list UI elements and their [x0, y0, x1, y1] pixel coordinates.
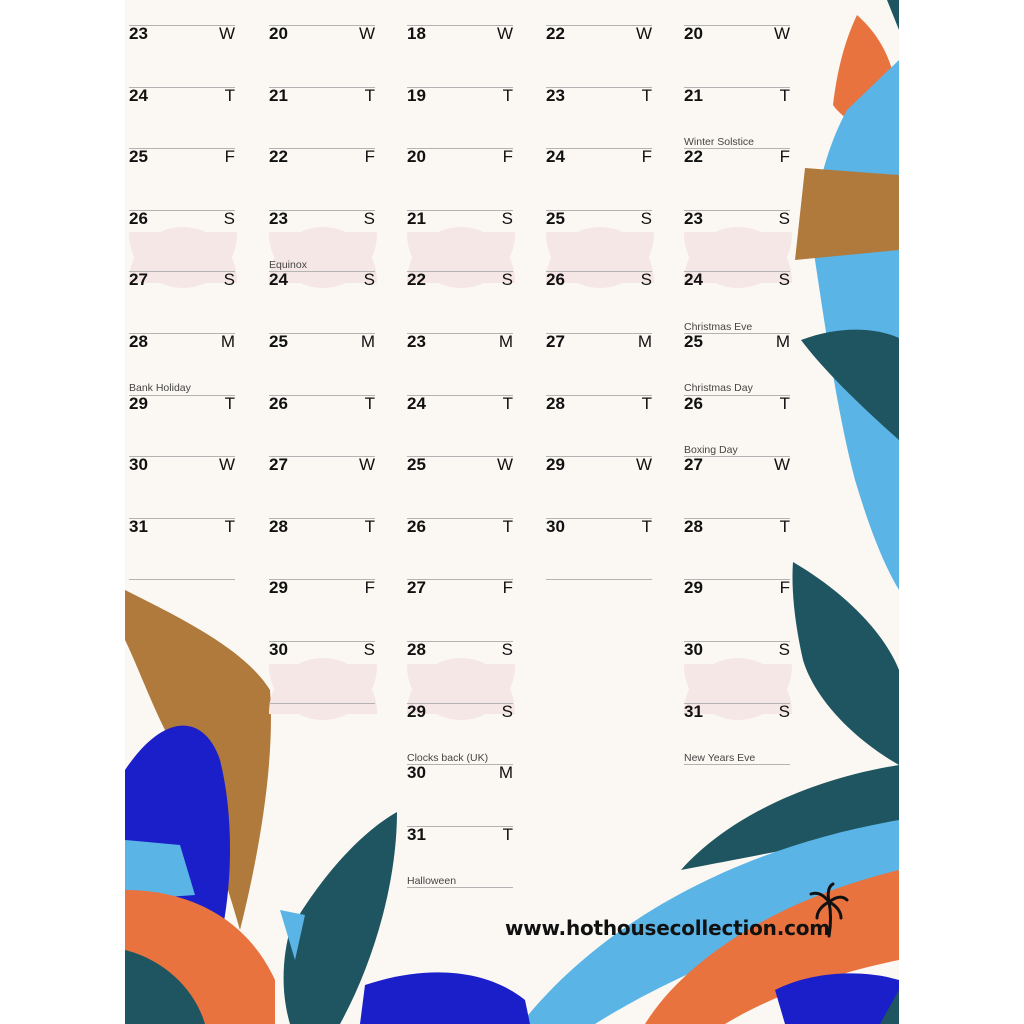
day-row [680, 536, 790, 598]
day-row [680, 44, 790, 106]
day-row [125, 167, 235, 229]
day-number: 27 [546, 332, 565, 351]
day-number: 22 [407, 270, 426, 290]
day-number: 29 [129, 393, 148, 413]
day-row [125, 413, 235, 475]
ochre-right-shape [795, 168, 899, 260]
weekday-letter: F [364, 578, 375, 598]
weekday-letter: F [779, 147, 790, 167]
day-row [403, 167, 513, 229]
day-number: 23 [269, 208, 288, 228]
day-row [680, 0, 790, 44]
day-row [680, 290, 790, 352]
day-row [403, 844, 513, 906]
day-number: 24 [546, 147, 565, 167]
day-number: 30 [546, 516, 565, 536]
weekend-shade [269, 664, 377, 720]
day-number: 31 [129, 516, 148, 536]
weekday-letter: W [496, 455, 513, 475]
day-number: 28 [684, 516, 703, 536]
day-row [265, 352, 375, 414]
day-number: 18 [407, 24, 426, 43]
day-row [125, 44, 235, 106]
day-row [403, 352, 513, 414]
writing-line [407, 887, 513, 888]
day-row [265, 290, 375, 352]
teal-corner-leaf [887, 0, 899, 30]
weekday-letter: M [498, 763, 513, 783]
weekday-letter: W [635, 24, 652, 43]
day-row [265, 228, 375, 290]
day-row [680, 721, 790, 783]
weekday-letter: S [778, 640, 790, 659]
day-row [680, 413, 790, 475]
day-number: 25 [546, 208, 565, 228]
day-row [265, 167, 375, 229]
day-number: 27 [407, 578, 426, 598]
month-column [403, 0, 513, 1024]
weekday-letter: S [363, 270, 375, 290]
day-number: 23 [546, 85, 565, 105]
day-number: 24 [129, 85, 148, 105]
day-number: 19 [407, 85, 426, 105]
weekday-letter: F [779, 578, 790, 598]
day-row [542, 44, 652, 106]
calendar-poster [125, 0, 899, 1024]
weekday-letter: M [775, 332, 790, 351]
weekday-letter: M [360, 332, 375, 351]
day-row [265, 660, 375, 722]
day-number: 27 [129, 270, 148, 290]
day-number: 22 [269, 147, 288, 167]
day-number: 25 [684, 332, 703, 351]
day-row [265, 0, 375, 44]
weekday-letter: T [641, 516, 652, 536]
day-row [680, 660, 790, 722]
weekday-letter: T [779, 393, 790, 413]
weekday-letter: S [640, 208, 652, 228]
day-number: 23 [684, 208, 703, 228]
day-row [265, 598, 375, 660]
day-number: 27 [684, 455, 703, 475]
weekday-letter: W [218, 24, 235, 43]
weekday-letter: F [502, 578, 513, 598]
day-row [403, 44, 513, 106]
palm-logo-icon [809, 882, 849, 938]
event-note: Boxing Day [684, 443, 738, 456]
day-row [265, 536, 375, 598]
day-row [680, 352, 790, 414]
day-number: 27 [269, 455, 288, 475]
day-number: 30 [129, 455, 148, 475]
weekday-letter: M [498, 332, 513, 351]
weekday-letter: W [773, 24, 790, 43]
weekday-letter: T [224, 393, 235, 413]
day-number: 23 [129, 24, 148, 43]
day-row [542, 413, 652, 475]
weekday-letter: S [363, 208, 375, 228]
day-row [125, 228, 235, 290]
day-number: 21 [684, 85, 703, 105]
weekday-letter: T [641, 85, 652, 105]
weekday-letter: W [773, 455, 790, 475]
day-number: 24 [684, 270, 703, 290]
day-number: 29 [269, 578, 288, 598]
day-number: 22 [546, 24, 565, 43]
day-number: 20 [269, 24, 288, 43]
day-number: 31 [407, 824, 426, 844]
day-row [680, 475, 790, 537]
weekday-letter: F [502, 147, 513, 167]
day-number: 30 [684, 640, 703, 659]
day-number: 28 [269, 516, 288, 536]
day-number: 21 [407, 208, 426, 228]
writing-line [546, 579, 652, 580]
day-number: 24 [269, 270, 288, 290]
day-number: 26 [129, 208, 148, 228]
month-column [680, 0, 790, 1024]
day-number: 28 [546, 393, 565, 413]
month-column [542, 0, 652, 1024]
weekday-letter: T [224, 85, 235, 105]
day-row [403, 105, 513, 167]
day-row [265, 105, 375, 167]
sky-right-ribbon [814, 60, 899, 590]
weekday-letter: T [224, 516, 235, 536]
day-number: 25 [407, 455, 426, 475]
day-number: 30 [269, 640, 288, 659]
weekday-letter: T [641, 393, 652, 413]
weekday-letter: S [501, 701, 513, 721]
day-row [265, 44, 375, 106]
weekday-letter: W [635, 455, 652, 475]
day-row [680, 598, 790, 660]
day-row [125, 352, 235, 414]
weekday-letter: S [778, 701, 790, 721]
weekday-letter: S [501, 270, 513, 290]
event-note: Christmas Eve [684, 320, 753, 333]
weekday-letter: S [223, 270, 235, 290]
weekday-letter: M [637, 332, 652, 351]
day-row [265, 413, 375, 475]
weekday-letter: S [778, 270, 790, 290]
day-row [403, 228, 513, 290]
weekday-letter: W [496, 24, 513, 43]
weekday-letter: T [779, 85, 790, 105]
event-note: Bank Holiday [129, 382, 191, 395]
weekday-letter: M [220, 332, 235, 351]
event-note: Equinox [269, 258, 307, 271]
day-number: 29 [684, 578, 703, 598]
weekday-letter: S [778, 208, 790, 228]
day-number: 29 [407, 701, 426, 721]
month-column [125, 0, 235, 1024]
weekday-letter: T [364, 393, 375, 413]
day-row [542, 475, 652, 537]
weekday-letter: W [218, 455, 235, 475]
weekday-letter: T [502, 516, 513, 536]
day-number: 25 [269, 332, 288, 351]
day-number: 21 [269, 85, 288, 105]
day-row [680, 167, 790, 229]
day-row [125, 105, 235, 167]
weekday-letter: T [779, 516, 790, 536]
day-row [542, 536, 652, 598]
event-note: Christmas Day [684, 382, 753, 395]
event-note: Winter Solstice [684, 135, 755, 148]
month-column [265, 0, 375, 1024]
day-row [542, 228, 652, 290]
day-row [403, 475, 513, 537]
day-number: 28 [129, 332, 148, 351]
day-number: 20 [407, 147, 426, 167]
day-number: 26 [546, 270, 565, 290]
weekday-letter: S [640, 270, 652, 290]
day-row [403, 290, 513, 352]
weekday-letter: T [364, 516, 375, 536]
day-number: 20 [684, 24, 703, 43]
weekday-letter: F [641, 147, 652, 167]
day-row [125, 290, 235, 352]
weekday-letter: W [358, 24, 375, 43]
weekday-letter: T [502, 824, 513, 844]
teal-right-lower-leaf [792, 562, 899, 765]
day-row [403, 536, 513, 598]
day-number: 29 [546, 455, 565, 475]
day-number: 22 [684, 147, 703, 167]
day-row [680, 228, 790, 290]
weekday-letter: T [502, 393, 513, 413]
weekday-letter: F [224, 147, 235, 167]
day-row [680, 105, 790, 167]
weekday-letter: F [364, 147, 375, 167]
weekday-letter: T [364, 85, 375, 105]
event-note: Halloween [407, 874, 457, 887]
day-number: 26 [407, 516, 426, 536]
day-number: 26 [269, 393, 288, 413]
day-number: 30 [407, 763, 426, 783]
day-row [542, 0, 652, 44]
weekday-letter: W [358, 455, 375, 475]
day-row [542, 290, 652, 352]
day-number: 28 [407, 640, 426, 659]
weekday-letter: S [501, 208, 513, 228]
day-row [125, 0, 235, 44]
day-row [403, 598, 513, 660]
day-row [542, 352, 652, 414]
weekday-letter: S [363, 640, 375, 659]
event-note: New Years Eve [684, 751, 756, 764]
day-row [403, 0, 513, 44]
event-note: Clocks back (UK) [407, 751, 489, 764]
day-row [542, 167, 652, 229]
day-row [125, 475, 235, 537]
day-row [403, 783, 513, 845]
day-row [125, 536, 235, 598]
website-url[interactable]: www.hothousecollection.com [505, 916, 830, 940]
day-number: 24 [407, 393, 426, 413]
day-number: 23 [407, 332, 426, 351]
day-row [542, 105, 652, 167]
day-number: 26 [684, 393, 703, 413]
day-row [403, 721, 513, 783]
writing-line [684, 764, 790, 765]
weekday-letter: T [502, 85, 513, 105]
day-row [265, 475, 375, 537]
day-row [403, 660, 513, 722]
day-number: 31 [684, 701, 703, 721]
weekday-letter: S [223, 208, 235, 228]
writing-line [269, 703, 375, 704]
weekday-letter: S [501, 640, 513, 659]
writing-line [129, 579, 235, 580]
day-row [403, 413, 513, 475]
day-number: 25 [129, 147, 148, 167]
